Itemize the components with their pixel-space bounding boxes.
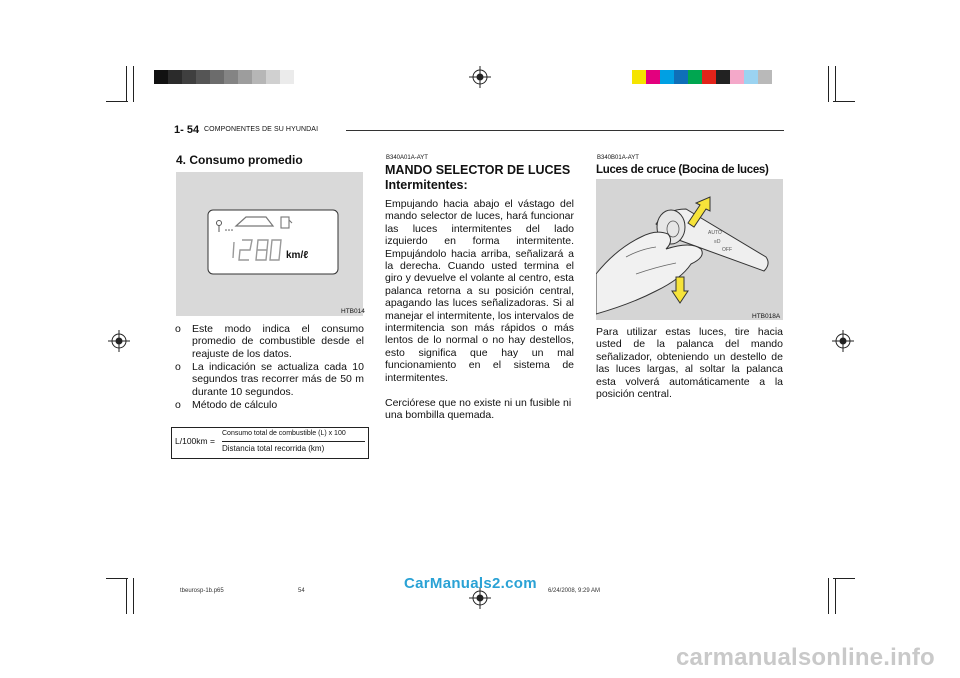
formula-denominator: Distancia total recorrida (km): [222, 444, 325, 453]
bullet-text: Este modo indica el consumo promedio de combustible desde el reajuste de los datos.: [192, 323, 364, 360]
formula-box: [171, 427, 369, 459]
bullet-marker: o: [175, 361, 181, 373]
section-code: B340B01A-AYT: [597, 155, 639, 161]
formula-numerator: Consumo total de combustible (L) x 100: [222, 430, 346, 437]
calibration-swatch: [758, 70, 772, 84]
crop-mark: [133, 66, 134, 102]
calibration-swatch: [252, 70, 266, 84]
bullet-marker: o: [175, 323, 181, 335]
crop-mark: [828, 66, 829, 102]
crop-mark: [828, 578, 829, 614]
figure-trip-computer-display: [176, 172, 363, 316]
calibration-swatch: [154, 70, 168, 84]
crop-mark: [835, 578, 836, 614]
crop-mark: [126, 578, 127, 614]
watermark-carmanualsonline: carmanualsonline.info: [676, 644, 935, 671]
calibration-swatch: [168, 70, 182, 84]
bullet-item: [175, 361, 365, 399]
formula-lhs: L/100km =: [175, 436, 215, 446]
crop-mark: [106, 101, 128, 102]
crop-mark: [126, 66, 127, 102]
header-rule: [346, 130, 784, 131]
lcd-display-illustration: [176, 172, 363, 316]
crop-mark: [833, 101, 855, 102]
calibration-swatch: [280, 70, 294, 84]
calibration-swatch: [716, 70, 730, 84]
section-subheading: Intermitentes:: [385, 178, 468, 192]
calibration-swatch: [238, 70, 252, 84]
display-unit-label: km/ℓ: [286, 250, 309, 261]
bullet-item: [175, 399, 365, 413]
footer-filename: tbeurosp-1b.p65: [180, 588, 224, 594]
figure-label: HTB018A: [752, 313, 781, 320]
bullet-text: Método de cálculo: [192, 399, 278, 411]
figure-light-switch-lever: [596, 179, 783, 320]
section-heading: 4. Consumo promedio: [176, 153, 303, 167]
body-paragraph: Cerciórese que no existe ni un fusible ni una bombilla quemada.: [385, 397, 572, 422]
section-code: B340A01A-AYT: [386, 155, 428, 161]
footer-page: 54: [298, 588, 305, 594]
calibration-swatch: [266, 70, 280, 84]
calibration-swatch: [660, 70, 674, 84]
calibration-swatch: [688, 70, 702, 84]
footer-date: 6/24/2008, 9:29 AM: [548, 588, 601, 594]
crop-mark: [833, 578, 855, 579]
watermark-carmanuals2: CarManuals2.com: [404, 575, 537, 592]
crop-mark: [835, 66, 836, 102]
registration-mark-icon: [469, 66, 491, 88]
body-paragraph: Empujando hacia abajo el vástago del mando selector de luces, hará funcionar las luces intermitentes del lado izquierdo en forma intermitente. Empujándolo hacia arriba, señalizará a la derecha. Cuando usted termina el giro y devuelve el volante al centro, esta palanca retorna a su posición central, apagando las luces señalizadoras. Si al manejar el intermitente, los intervalos de intermitencia son más rápidos o más lentos de lo normal o no hay destellos, esto significa que hay un mal funcionamiento en el sistema de intermitentes.: [385, 198, 574, 384]
body-paragraph: Para utilizar estas luces, tire hacia usted de la palanca del mando señalizador, obteniendo un destello de las luces largas, al soltar la palanca esta volverá automáticamente a la posición central.: [596, 326, 783, 401]
calibration-swatch: [632, 70, 646, 84]
figure-label: HTB014: [341, 308, 365, 315]
svg-text:AUTO: AUTO: [708, 230, 722, 236]
section-heading: MANDO SELECTOR DE LUCES: [385, 163, 571, 177]
formula-fraction-bar: [222, 441, 365, 442]
calibration-swatch: [674, 70, 688, 84]
page-number: 1- 54: [174, 124, 200, 136]
calibration-swatch: [702, 70, 716, 84]
hand-lever-illustration: [596, 179, 783, 320]
registration-mark-icon: [108, 330, 130, 352]
calibration-swatch: [646, 70, 660, 84]
crop-mark: [133, 578, 134, 614]
calibration-swatch: [196, 70, 210, 84]
bullet-item: [175, 323, 365, 361]
running-header-title: COMPONENTES DE SU HYUNDAI: [204, 126, 319, 133]
registration-mark-icon: [832, 330, 854, 352]
crop-mark: [106, 578, 128, 579]
calibration-swatch: [744, 70, 758, 84]
bullet-text: La indicación se actualiza cada 10 segundos tras recorrer más de 50 m durante 10 segundos.: [192, 361, 364, 398]
section-heading: Luces de cruce (Bocina de luces): [596, 164, 769, 176]
svg-text:≡D: ≡D: [714, 239, 721, 245]
calibration-swatch: [182, 70, 196, 84]
calibration-swatch: [730, 70, 744, 84]
svg-text:OFF: OFF: [722, 247, 732, 253]
bullet-marker: o: [175, 399, 181, 411]
calibration-swatch: [224, 70, 238, 84]
calibration-swatch: [210, 70, 224, 84]
